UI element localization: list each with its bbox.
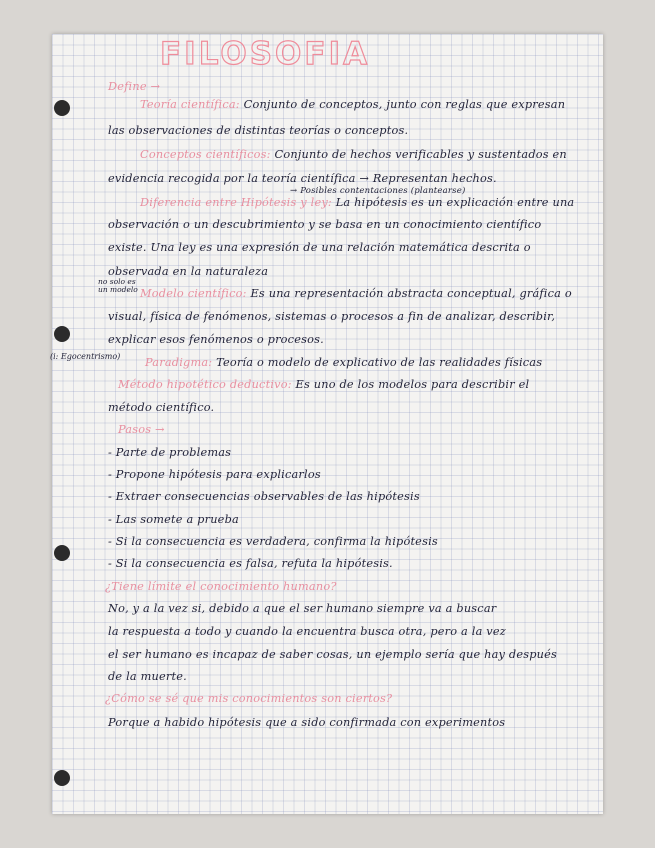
note-line: [118, 378, 529, 391]
note-line: [105, 692, 392, 705]
note-text: - Propone hipótesis para explicarlos: [108, 468, 321, 481]
note-text: - Parte de problemas: [108, 446, 232, 459]
note-text: - Si la consecuencia es falsa, refuta la hipótesis.: [108, 557, 393, 570]
binder-hole: [54, 326, 70, 342]
note-text: - Si la consecuencia es verdadera, confirma la hipótesis: [108, 535, 438, 548]
note-line: [108, 241, 531, 254]
note-line: [140, 98, 565, 111]
note-text: las observaciones de distintas teorías o conceptos.: [108, 124, 409, 137]
pink-heading: ¿Cómo se sé que mis conocimientos son ciertos?: [105, 692, 393, 705]
note-text: No, y a la vez si, debido a que el ser humano siempre va a buscar: [108, 602, 497, 615]
pink-heading: Teoría científica:: [140, 98, 240, 111]
note-line: [108, 716, 505, 729]
note-text: el ser humano es incapaz de saber cosas, un ejemplo sería que hay después: [108, 648, 558, 661]
note-text: existe. Una ley es una expresión de una relación matemática descrita o: [108, 241, 531, 254]
note-line: [108, 265, 268, 278]
page-title: FILOSOFIA: [160, 36, 371, 72]
note-line: [108, 513, 239, 526]
margin-note: no solo es un modelo: [98, 277, 138, 294]
note-text: explicar esos fenómenos o procesos.: [108, 333, 324, 346]
pink-heading: Método hipotético deductivo:: [118, 378, 292, 391]
note-line: [105, 580, 337, 593]
note-text: evidencia recogida por la teoría científica → Representan hechos.: [108, 172, 497, 185]
note-text: La hipótesis es un explicación entre una: [331, 196, 575, 209]
note-text: Es una representación abstracta conceptual, gráfica o: [246, 287, 572, 300]
note-text: Conjunto de conceptos, junto con reglas que expresan: [239, 98, 566, 111]
note-line: [145, 356, 542, 369]
note-line: [108, 535, 438, 548]
note-line: [108, 124, 408, 137]
note-line: [108, 557, 393, 570]
binder-hole: [54, 100, 70, 116]
note-line: [108, 401, 214, 414]
note-line: [108, 670, 187, 683]
pink-heading: Modelo científico:: [140, 287, 247, 300]
note-line: [140, 196, 574, 209]
note-text: método científico.: [108, 401, 215, 414]
note-line: [140, 148, 567, 161]
margin-note: (i: Egocentrismo): [50, 352, 121, 361]
note-line: [108, 310, 555, 323]
note-text: de la muerte.: [108, 670, 187, 683]
binder-hole: [54, 770, 70, 786]
note-line: [118, 423, 165, 436]
pink-heading: Pasos →: [118, 423, 165, 436]
pink-heading: Conceptos científicos:: [140, 148, 271, 161]
note-text: - Las somete a prueba: [108, 513, 239, 526]
note-line: [108, 468, 321, 481]
note-line: [108, 333, 324, 346]
note-text: - Extraer consecuencias observables de las hipótesis: [108, 490, 420, 503]
note-text: Porque a habido hipótesis que a sido confirmada con experimentos: [108, 716, 506, 729]
note-line: [108, 602, 496, 615]
note-line: [108, 625, 506, 638]
note-text: Es uno de los modelos para describir el: [291, 378, 530, 391]
pink-heading: Diferencia entre Hipótesis y ley:: [140, 196, 332, 209]
binder-hole: [54, 545, 70, 561]
note-line: [108, 490, 420, 503]
note-text: observada en la naturaleza: [108, 265, 269, 278]
note-line: [108, 218, 541, 231]
pink-heading: ¿Tiene límite el conocimiento humano?: [105, 580, 337, 593]
define-heading: Define →: [108, 80, 161, 93]
note-text: → Posibles contentaciones (plantearse): [290, 186, 466, 196]
note-line: [140, 287, 572, 300]
note-text: Teoría o modelo de explicativo de las realidades físicas: [212, 356, 543, 369]
note-line: [108, 446, 231, 459]
note-line: [108, 172, 497, 185]
note-text: Conjunto de hechos verificables y sustentados en: [270, 148, 567, 161]
note-text: observación o un descubrimiento y se basa en un conocimiento científico: [108, 218, 542, 231]
note-line: [108, 648, 557, 661]
note-text: visual, física de fenómenos, sistemas o procesos a fin de analizar, describir,: [108, 310, 556, 323]
pink-heading: Paradigma:: [145, 356, 213, 369]
note-line: [290, 186, 465, 196]
note-text: la respuesta a todo y cuando la encuentra busca otra, pero a la vez: [108, 625, 506, 638]
